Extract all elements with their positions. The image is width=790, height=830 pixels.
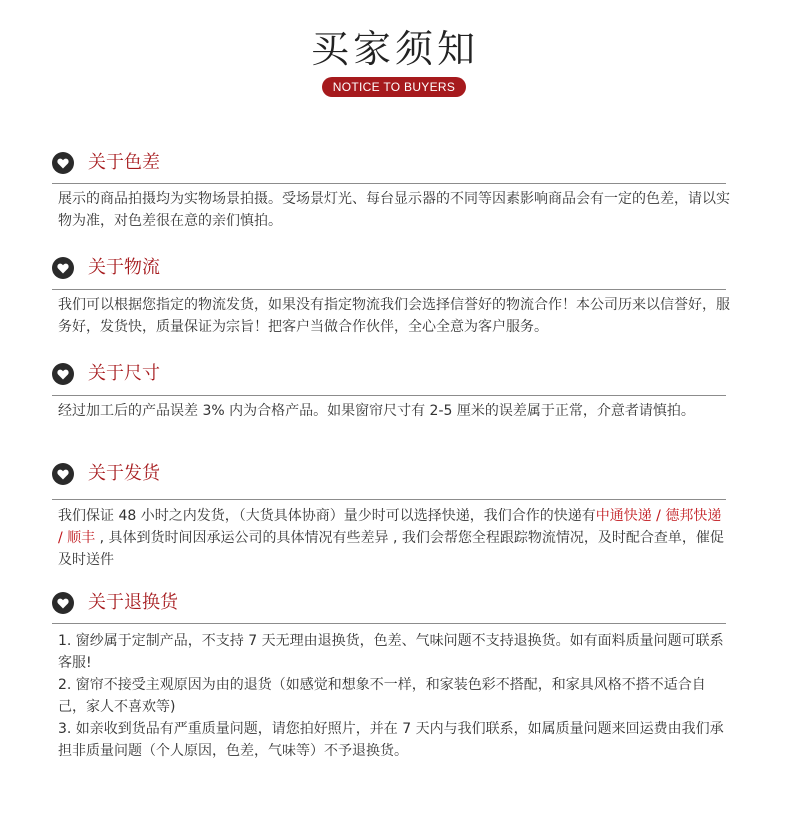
section-text: 我们可以根据您指定的物流发货，如果没有指定物流我们会选择信誉好的物流合作！本公司历来以信誉好，服务好，发货快，质量保证为宗旨！把客户当做合作伙伴，全心全意为客户服务。 [58, 297, 730, 335]
courier-highlight: 中通快递 / 德邦快递 / 顺丰 [58, 508, 722, 546]
heart-icon [52, 257, 74, 279]
heart-icon [52, 152, 74, 174]
section-text [58, 505, 730, 571]
section-title: 关于色差 [88, 152, 160, 173]
list-item: 1. 窗纱属于定制产品，不支持 7 天无理由退换货，色差、气味问题不支持退换货。如有面料质量问题可联系客服! [58, 633, 724, 671]
section-text: 展示的商品拍摄均为实物场景拍摄。受场景灯光、每台显示器的不同等因素影响商品会有一定的色差，请以实物为准，对色差很在意的亲们慎拍。 [58, 191, 730, 229]
returns-list [58, 630, 730, 762]
section-text: 经过加工后的产品误差 3% 内为合格产品。如果窗帘尺寸有 2-5 厘米的误差属于正常，介意者请慎拍。 [58, 403, 695, 419]
divider [52, 499, 726, 500]
divider [52, 183, 726, 184]
list-item: 3. 如亲收到货品有严重质量问题，请您拍好照片，并在 7 天内与我们联系，如属质量问题来回运费由我们承担非质量问题（个人原因，色差，气味等）不予退换货。 [58, 721, 724, 759]
heart-icon [52, 363, 74, 385]
divider [52, 623, 726, 624]
divider [52, 395, 726, 396]
notice-badge: NOTICE TO BUYERS [322, 77, 466, 97]
divider [52, 289, 726, 290]
section-title: 关于发货 [88, 463, 160, 484]
shipping-text: 我们保证 48 小时之内发货，（大货具体协商）量少时可以选择快递，我们合作的快递有 [58, 508, 596, 524]
heart-icon [52, 592, 74, 614]
list-item: 2. 窗帘不接受主观原因为由的退货（如感觉和想象不一样，和家装色彩不搭配，和家具风格不搭不适合自己，家人不喜欢等) [58, 677, 706, 715]
shipping-text-continued: , 具体到货时间因承运公司的具体情况有些差异 , 我们会帮您全程跟踪物流情况，及时配合查单，催促及时送件 [58, 530, 724, 568]
section-title: 关于物流 [88, 257, 160, 278]
section-title: 关于尺寸 [88, 363, 160, 384]
section-title: 关于退换货 [88, 592, 178, 613]
page-title: 买家须知 [310, 27, 479, 71]
heart-icon [52, 463, 74, 485]
